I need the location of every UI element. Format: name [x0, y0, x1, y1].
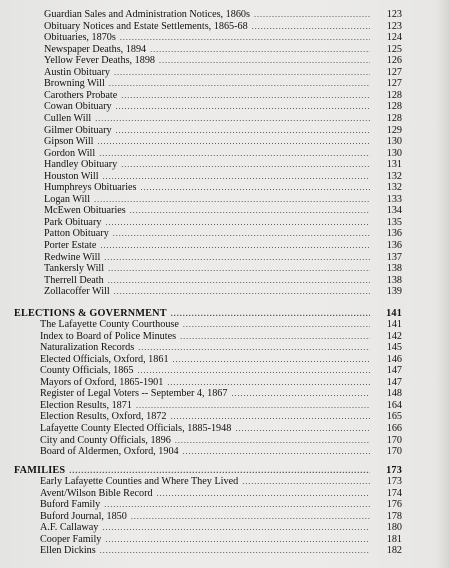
section-heading	[14, 308, 402, 319]
section-heading-label: FAMILIES	[14, 465, 66, 476]
toc-entry-label: City and County Officials, 1896	[40, 434, 171, 446]
toc-entry	[40, 365, 402, 376]
dot-leader	[138, 344, 370, 352]
page-number: 141	[386, 319, 402, 330]
page-number: 176	[386, 499, 402, 511]
dot-leader	[159, 57, 370, 65]
page-number: 180	[386, 522, 402, 534]
dot-leader	[252, 23, 370, 31]
dot-leader	[98, 138, 371, 146]
page-number: 132	[386, 182, 402, 194]
toc-entry	[44, 228, 402, 239]
dot-leader	[109, 80, 370, 88]
dot-leader	[114, 69, 370, 77]
toc-entry	[44, 101, 402, 112]
toc-entry	[44, 194, 402, 205]
toc-entry-label: Houston Will	[44, 170, 99, 182]
section-heading-label: ELECTIONS & GOVERNMENT	[14, 308, 167, 319]
toc-entry	[44, 171, 402, 182]
toc-entry-label: Early Lafayette Counties and Where They Lived	[40, 476, 239, 487]
toc-entry-label: Avent/Wilson Bible Record	[40, 487, 153, 499]
toc-entry	[44, 136, 402, 147]
section-heading	[14, 465, 402, 476]
page-number: 123	[386, 20, 402, 32]
dot-leader	[137, 367, 370, 375]
toc-entry	[40, 400, 402, 411]
toc-entry	[44, 182, 402, 193]
dot-leader	[170, 413, 370, 421]
page-number: 174	[386, 487, 402, 499]
page-number: 145	[386, 342, 402, 354]
page-number: 164	[386, 399, 402, 411]
dot-leader	[104, 501, 370, 509]
toc-entry	[44, 90, 402, 101]
page-number: 130	[386, 147, 402, 159]
dot-leader	[94, 196, 370, 204]
toc-entry-label: Austin Obituary	[44, 66, 110, 78]
dot-leader	[131, 513, 370, 521]
toc-entry-label: County Officials, 1865	[40, 365, 134, 377]
toc-entry-label: Yellow Fever Deaths, 1898	[44, 55, 156, 67]
dot-leader	[180, 333, 370, 341]
toc-entry-label: Gilmer Obituary	[44, 124, 112, 136]
toc-entry-label: Cowan Obituary	[44, 101, 112, 113]
page-number: 147	[386, 376, 402, 388]
toc-entry-label: Tankersly Will	[44, 263, 105, 275]
page-number: 133	[386, 193, 402, 205]
toc-entry-label: Cooper Family	[40, 533, 102, 545]
dot-leader	[171, 310, 370, 318]
toc-entry-label: Newspaper Deaths, 1894	[44, 43, 147, 55]
page-number: 165	[386, 411, 402, 423]
page-number: 123	[386, 9, 402, 20]
toc-entry	[40, 534, 402, 545]
toc-entry	[44, 240, 402, 251]
toc-entry	[40, 545, 402, 556]
toc-entry	[40, 476, 402, 487]
toc-entry	[44, 159, 402, 170]
page-number: 131	[386, 159, 402, 171]
page-number: 141	[386, 308, 402, 319]
page-number: 147	[386, 365, 402, 377]
dot-leader	[183, 321, 370, 329]
toc-entry	[44, 21, 402, 32]
dot-leader	[121, 161, 370, 169]
toc-entry-label: Gordon Will	[44, 147, 96, 159]
dot-leader	[105, 536, 370, 544]
toc-entry	[40, 435, 402, 446]
toc-entry	[44, 32, 402, 43]
dot-leader	[130, 207, 370, 215]
toc-entry	[40, 411, 402, 422]
dot-leader	[242, 478, 370, 486]
page-number: 135	[386, 216, 402, 228]
dot-leader	[141, 184, 370, 192]
dot-leader	[103, 173, 370, 181]
toc-entry-label: Porter Estate	[44, 240, 97, 251]
page-number: 138	[386, 274, 402, 286]
toc-entry	[40, 446, 402, 457]
toc-entry-label: Therrell Death	[44, 274, 104, 286]
dot-leader	[105, 219, 370, 227]
page-number: 127	[386, 66, 402, 78]
dot-leader	[175, 437, 370, 445]
toc-entry	[44, 78, 402, 89]
toc-entry-label: Logan Will	[44, 193, 91, 205]
page-number: 125	[386, 43, 402, 55]
toc-entry-label: Gipson Will	[44, 136, 94, 148]
toc-entry-label: McEwen Obituaries	[44, 205, 126, 217]
dot-leader	[108, 265, 370, 273]
dot-leader	[116, 127, 370, 135]
toc-entry-label: Buford Journal, 1850	[40, 510, 127, 522]
dot-leader	[116, 103, 370, 111]
toc-entry	[44, 275, 402, 286]
toc-entry	[44, 286, 402, 297]
toc-entry	[44, 148, 402, 159]
toc-entry-label: Obituary Notices and Estate Settlements, 1865-68	[44, 20, 248, 32]
toc-entry-label: Zollacoffer Will	[44, 286, 110, 298]
page-number: 132	[386, 170, 402, 182]
dot-leader	[173, 356, 370, 364]
toc-entry-label: Election Results, Oxford, 1872	[40, 411, 167, 423]
page-number: 128	[386, 112, 402, 124]
dot-leader	[108, 277, 370, 285]
toc-entry-label: Register of Legal Voters -- September 4, 1867	[40, 388, 228, 400]
page-number: 136	[386, 240, 402, 251]
page-number: 173	[386, 476, 402, 487]
toc-entry	[44, 263, 402, 274]
dot-leader	[69, 467, 370, 475]
page-number: 129	[386, 124, 402, 136]
dot-leader	[121, 92, 370, 100]
page-number: 170	[386, 446, 402, 458]
toc-entry	[44, 44, 402, 55]
toc-entry-label: Obituaries, 1870s	[44, 32, 116, 44]
page-number: 170	[386, 434, 402, 446]
toc-entry-label: Buford Family	[40, 499, 101, 511]
toc-entry	[40, 331, 402, 342]
toc-entry-label: Humphreys Obituaries	[44, 182, 137, 194]
toc-entry	[40, 354, 402, 365]
toc-entry-label: The Lafayette County Courthouse	[40, 319, 179, 330]
page-number: 178	[386, 510, 402, 522]
page-number: 148	[386, 388, 402, 400]
toc-entry-label: Election Results, 1871	[40, 399, 132, 411]
page-number: 173	[386, 465, 402, 476]
dot-leader	[136, 402, 370, 410]
dot-leader	[102, 524, 370, 532]
toc-entry	[44, 9, 402, 20]
toc-entry	[40, 423, 402, 434]
dot-leader	[254, 11, 370, 19]
dot-leader	[231, 390, 370, 398]
toc-entry	[44, 125, 402, 136]
toc-entry-label: Handley Obituary	[44, 159, 118, 171]
page-number: 139	[386, 286, 402, 298]
toc-entry-label: Cullen Will	[44, 112, 92, 124]
page-number: 128	[386, 101, 402, 113]
page-number: 134	[386, 205, 402, 217]
toc-entry	[40, 488, 402, 499]
toc-entry-label: Lafayette County Elected Officials, 1885-1948	[40, 422, 232, 434]
toc-entry	[44, 113, 402, 124]
page-number: 126	[386, 55, 402, 67]
dot-leader	[95, 115, 370, 123]
dot-leader	[114, 288, 370, 296]
toc-entry	[44, 67, 402, 78]
dot-leader	[100, 547, 370, 555]
toc-entry	[40, 499, 402, 510]
toc-entry-label: Carothers Probate	[44, 89, 118, 101]
toc-entry-label: A.F. Callaway	[40, 522, 99, 534]
toc-entry-label: Patton Obituary	[44, 228, 109, 240]
dot-leader	[100, 242, 370, 250]
toc-entry	[40, 319, 402, 330]
toc-entry-label: Index to Board of Police Minutes	[40, 330, 177, 342]
page-number: 142	[386, 330, 402, 342]
toc-entry-label: Mayors of Oxford, 1865-1901	[40, 376, 164, 388]
page-number: 128	[386, 89, 402, 101]
dot-leader	[183, 448, 370, 456]
toc-entry	[44, 217, 402, 228]
page-number: 127	[386, 78, 402, 90]
page-number: 182	[386, 545, 402, 557]
page-number: 130	[386, 136, 402, 148]
toc-entry	[44, 55, 402, 66]
toc-entry-label: Guardian Sales and Administration Notices, 1860s	[44, 9, 250, 20]
page-number: 124	[386, 32, 402, 44]
dot-leader	[120, 34, 370, 42]
page-number: 136	[386, 228, 402, 240]
toc-entry-label: Park Obituary	[44, 216, 102, 228]
page-number: 146	[386, 353, 402, 365]
toc-entry-label: Elected Officials, Oxford, 1861	[40, 353, 169, 365]
dot-leader	[157, 490, 370, 498]
toc-entry	[40, 522, 402, 533]
toc-entry	[44, 205, 402, 216]
dot-leader	[99, 150, 370, 158]
page-number: 166	[386, 422, 402, 434]
page-number: 137	[386, 251, 402, 263]
toc-entry-label: Ellen Dickins	[40, 545, 96, 557]
toc-entry-label: Naturalization Records	[40, 342, 135, 354]
toc-entry-label: Board of Aldermen, Oxford, 1904	[40, 446, 179, 458]
toc-entry	[44, 252, 402, 263]
dot-leader	[235, 425, 370, 433]
page-number: 138	[386, 263, 402, 275]
toc-entry	[40, 342, 402, 353]
toc-entry-label: Browning Will	[44, 78, 105, 90]
dot-leader	[104, 254, 370, 262]
dot-leader	[150, 46, 370, 54]
toc-entry	[40, 377, 402, 388]
dot-leader	[113, 230, 370, 238]
page-number: 181	[386, 533, 402, 545]
dot-leader	[167, 379, 370, 387]
toc-entry	[40, 511, 402, 522]
toc-entry-label: Redwine Will	[44, 251, 101, 263]
toc-entry	[40, 388, 402, 399]
